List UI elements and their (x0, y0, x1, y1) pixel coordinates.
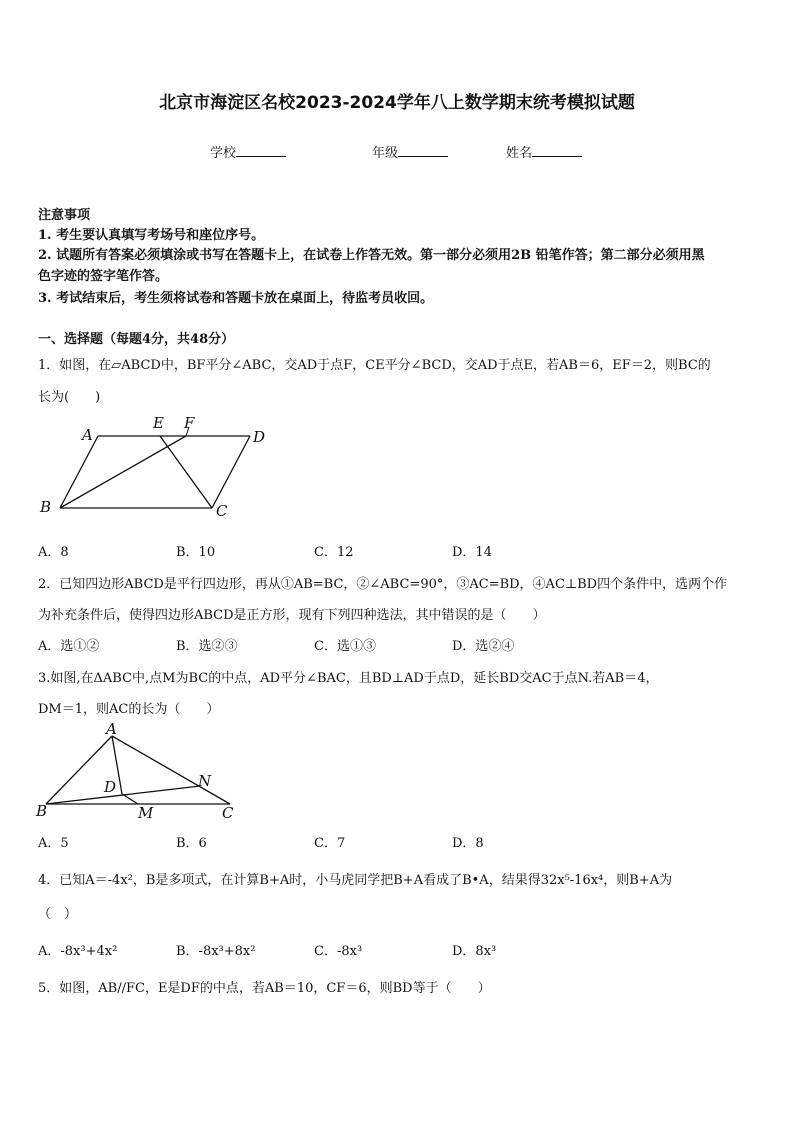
note-item: 3. 考试结束后，考生须将试卷和答题卡放在桌面上，待监考员收回。 (38, 291, 434, 306)
notes-heading: 注意事项 (38, 208, 91, 223)
q2-option-c[interactable]: C．选①③ (314, 639, 376, 654)
q2-option-a[interactable]: A．选①② (38, 639, 100, 654)
q1-option-b[interactable]: B．10 (176, 545, 216, 560)
school-blank (236, 144, 286, 157)
label-F: F (184, 414, 195, 432)
q3-text: 3.如图,在ΔABC中,点M为BC的中点，AD平分∠BAC，且BD⊥AD于点D，延长BD交AC于点N.若AB＝4， (38, 671, 659, 686)
label-A: A (106, 722, 117, 738)
q5-text: 5．如图，AB//FC，E是DF的中点，若AB＝10，CF＝6，则BD等于（ ） (38, 981, 491, 996)
q2-text-cont: 为补充条件后，使得四边形ABCD是正方形，现有下列四种选法，其中错误的是（ ） (38, 608, 546, 623)
name-field (506, 142, 582, 161)
segment-AB (46, 736, 112, 804)
q2-text: 2．已知四边形ABCD是平行四边形，再从①AB=BC，②∠ABC=90°，③AC=BD，④AC⊥BD四个条件中，选两个作 (38, 577, 728, 592)
q1-figure (36, 410, 286, 522)
label-B: B (36, 802, 48, 820)
label-D: D (104, 778, 117, 796)
grade-label: 年级 (372, 146, 399, 161)
label-D: D (253, 428, 266, 446)
q1-option-c[interactable]: C．12 (314, 545, 354, 560)
label-N: N (198, 772, 212, 790)
q4-option-d[interactable]: D．8x³ (452, 944, 497, 959)
section-heading: 一、选择题（每题4分，共48分） (38, 332, 235, 347)
page-title: 北京市海淀区名校2023-2024学年八上数学期末统考模拟试题 (159, 93, 635, 113)
q3-option-d[interactable]: D．8 (452, 836, 484, 851)
grade-blank (398, 144, 448, 157)
q4-option-b[interactable]: B．-8x³+8x² (176, 944, 256, 959)
q4-option-a[interactable]: A．-8x³+4x² (38, 944, 118, 959)
segment-DM (122, 794, 138, 804)
q3-option-c[interactable]: C．7 (314, 836, 346, 851)
grade-field (372, 142, 448, 161)
q4-option-c[interactable]: C．-8x³ (314, 944, 363, 959)
label-B: B (40, 498, 52, 516)
note-item: 色字迹的签字笔作答。 (38, 269, 169, 284)
school-label: 学校 (210, 146, 237, 161)
label-C: C (222, 804, 234, 822)
name-blank (532, 144, 582, 157)
label-C: C (216, 502, 228, 520)
note-item: 1. 考生要认真填写考场号和座位序号。 (38, 228, 265, 243)
label-A: A (82, 426, 93, 444)
q3-text-cont: DM＝1，则AC的长为（ ） (38, 702, 220, 717)
q2-option-d[interactable]: D．选②④ (452, 639, 515, 654)
segment-CD (212, 436, 250, 508)
q4-text: 4．已知A＝-4x²，B是多项式，在计算B+A时，小马虎同学把B+A看成了B•A，结果得32x⁵-16x⁴，则B+A为 (38, 873, 673, 888)
q3-option-a[interactable]: A．5 (38, 836, 69, 851)
label-E: E (153, 414, 164, 432)
q3-figure (34, 722, 244, 824)
name-label: 姓名 (506, 146, 533, 161)
q1-text: 1．如图，在▱ABCD中，BF平分∠ABC，交AD于点F，CE平分∠BCD，交AD于点E，若AB＝6，EF＝2，则BC的 (38, 358, 711, 373)
q3-option-b[interactable]: B．6 (176, 836, 207, 851)
q1-option-d[interactable]: D．14 (452, 545, 492, 560)
q1-text-cont: 长为( ) (38, 390, 101, 405)
q2-option-b[interactable]: B．选②③ (176, 639, 238, 654)
q1-option-a[interactable]: A．8 (38, 545, 69, 560)
segment-CE (160, 436, 212, 508)
label-M: M (138, 804, 154, 822)
note-item: 2. 试题所有答案必须填涂或书写在答题卡上，在试卷上作答无效。第一部分必须用2B 铅笔作答；第二部分必须用黑 (38, 248, 705, 263)
q4-text-cont: （ ） (38, 907, 78, 922)
school-field (210, 142, 286, 161)
